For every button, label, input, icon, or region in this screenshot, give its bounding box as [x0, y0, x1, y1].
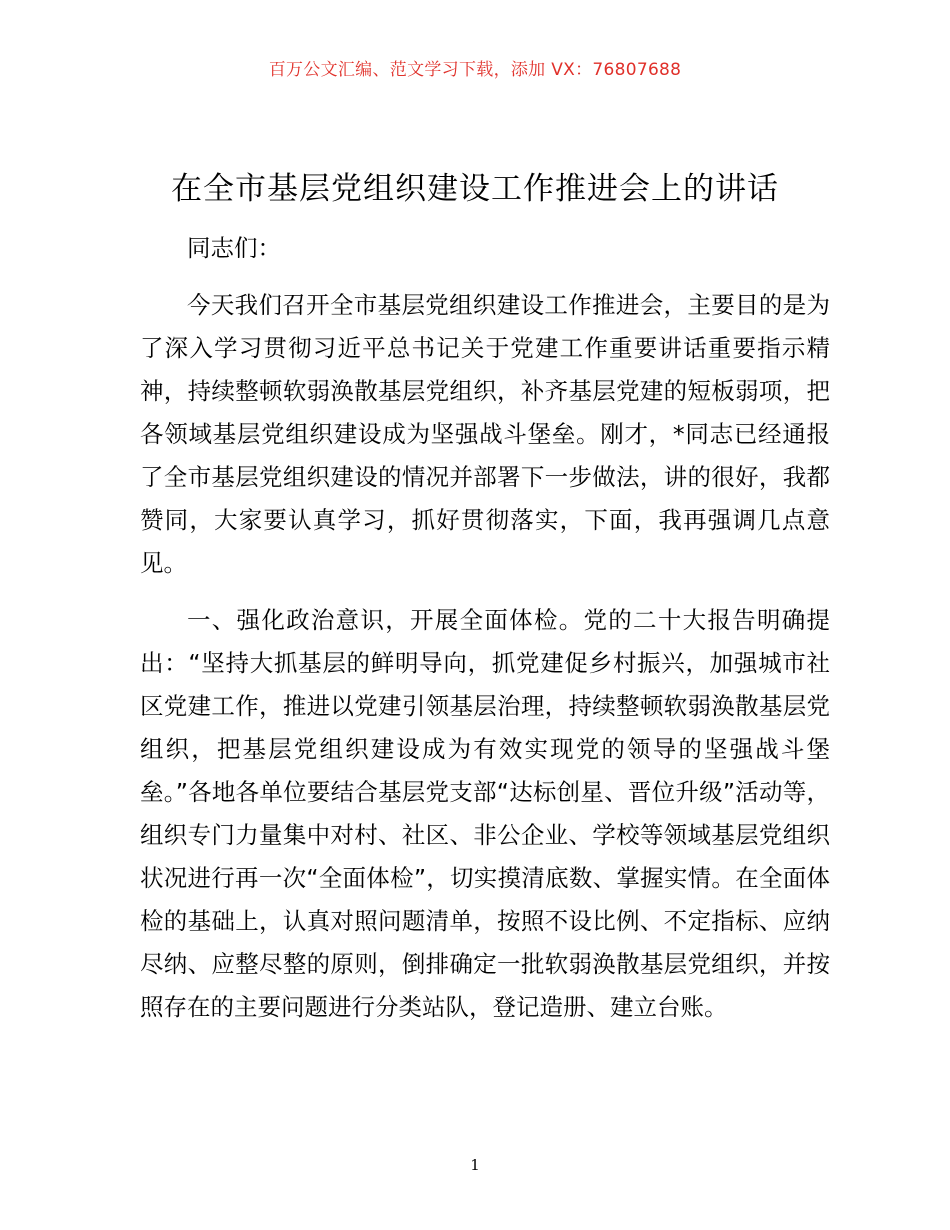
- body-paragraph: 一、强化政治意识，开展全面体检。党的二十大报告明确提出：“坚持大抓基层的鲜明导向，抓党建促乡村振兴，加强城市社区党建工作，推进以党建引领基层治理，持续整顿软弱涣散基层党组织，把基层党组织建设成为有效实现党的领导的坚强战斗堡垒。”各地各单位要结合基层党支部“达标创星、晋位升级”活动等，组织专门力量集中对村、社区、非公企业、学校等领域基层党组织状况进行再一次“全面体检”，切实摸清底数、掌握实情。在全面体检的基础上，认真对照问题清单，按照不设比例、不定指标、应纳尽纳、应整尽整的原则，倒排确定一批软弱涣散基层党组织，并按照存在的主要问题进行分类站队，登记造册、建立台账。: [140, 606, 830, 1021]
- document-title: 在全市基层党组织建设工作推进会上的讲话: [171, 171, 779, 207]
- salutation: 同志们：: [187, 234, 281, 262]
- header-note: 百万公文汇编、范文学习下载，添加 VX：76807688: [268, 60, 682, 80]
- body-paragraph: 今天我们召开全市基层党组织建设工作推进会，主要目的是为了深入学习贯彻习近平总书记关于党建工作重要讲话重要指示精神，持续整顿软弱涣散基层党组织，补齐基层党建的短板弱项，把各领域基层党组织建设成为坚强战斗堡垒。刚才，*同志已经通报了全市基层党组织建设的情况并部署下一步做法，讲的很好，我都赞同，大家要认真学习，抓好贯彻落实，下面，我再强调几点意见。: [140, 291, 830, 577]
- page-number: 1: [470, 1156, 480, 1174]
- document-body: [140, 227, 830, 1029]
